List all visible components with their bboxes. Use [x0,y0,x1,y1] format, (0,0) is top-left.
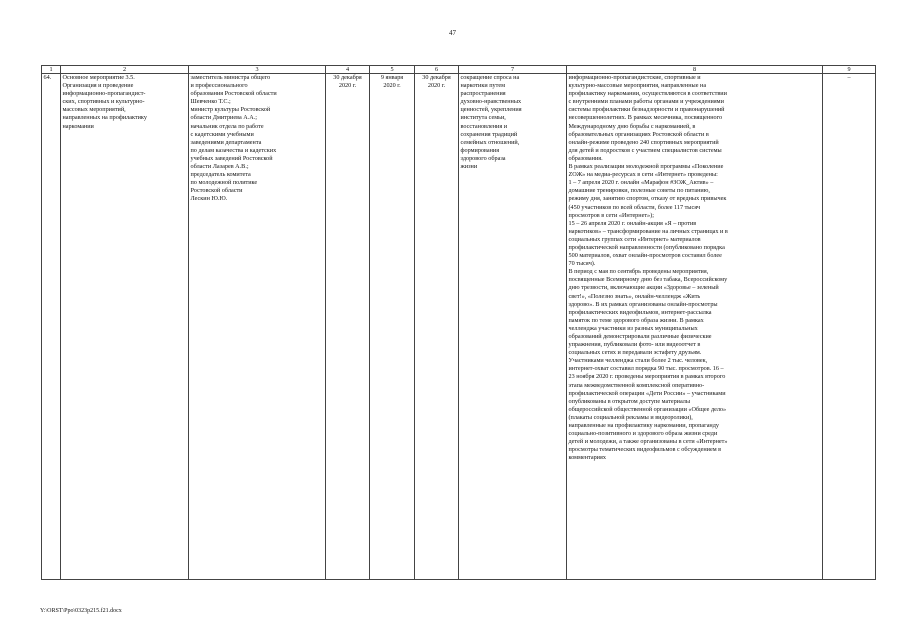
column-header-5: 5 [370,66,415,74]
page-number: 47 [449,29,456,37]
responsible-cell: заместитель министра общего и профессионального образования Ростовской области Шевченко Т.С.; министр культуры Ростовской области Дмитриева А.А.; начальник отдела по работе с кадетскими учебными заведениями департамента по делам казачества и кадетских учебных заведений Ростовской области Лазарев А.В.; председатель комитета по молодежной политике Ростовской области Лескин Ю.Ю. [189,74,326,580]
column-header-6: 6 [415,66,459,74]
column-header-4: 4 [326,66,370,74]
report-cell: информационно-пропагандистские, спортивные и культурно-массовые мероприятия, направленные на профилактику наркомании, осуществляются в соответствии с внутренними планами работы органами и учреждениями системы профилактики безнадзорности и правонарушений несовершеннолетних. В рамках месячника, посвященного Международному дню борьбы с наркоманией, в образовательных организациях Ростовской области в онлайн-режиме проведено 240 спортивных мероприятий для детей и подростков с участием специалистов системы образования. В рамках реализации молодежной программы «Поколение ZОЖ» на медиа-ресурсах в сети «Интернет» проведены: 1 – 7 апреля 2020 г. онлайн «Марафон #ЗОЖ_Актив» – домашние тренировки, полезные советы по питанию, режиму дня, занятию спортом, отказу от вредных привычек (450 участников по всей области, более 117 тысяч просмотров в сети «Интернет»); 15 – 26 апреля 2020 г. онлайн-акция «Я – против наркотиков» – трансформирование на личных страницах и в социальных группах сети «Интернет» материалов профилактической направленности (опубликовано порядка 500 материалов, охват онлайн-просмотров составил более 70 тысяч). В период с мая по сентябрь проведены мероприятия, посвященные Всемирному дню без табака, Всероссийскому дню трезвости, включающие акции «Здоровье – зеленый свет!», «Полезно знать», онлайн-челлендж «Жить здорово». В их рамках организованы онлайн-просмотры профилактических видеофильмов, интернет-рассылка памяток по теме здорового образа жизни. В рамках челленджа участники из разных муниципальных образований демонстрировали различные физические упражнения, публиковали фото- или видеоотчет в социальных сетях и передавали эстафету друзьям. Участниками челленджа стали более 2 тыс. человек, интернет-охват составил порядка 90 тыс. просмотров. 16 – 23 ноября 2020 г. проведены мероприятия в рамках второго этапа межведомственной комплексной оперативно- профилактической операции «Дети России» – участниками опубликованы в открытом доступе материалы общероссийской общественной организации «Общее дело» (плакаты социальной рекламы и видеоролики), направленные на профилактику наркомании, пропаганду социально-позитивного и здорового образа жизни среди детей и молодежи, а также организованы в сети «Интернет» просмотры тематических видеофильмов с обсуждением в комментариях [567,74,823,580]
file-path-footer: Y:\ORST\Ppo\0323p215.f21.docx [40,608,122,614]
start-date-cell: 9 января 2020 г. [370,74,415,580]
measure-name-cell: Основное мероприятие 3.5. Организация и проведение информационно-пропагандист- ских, спортивных и культурно- массовых мероприятий, направленных на профилактику наркомании [61,74,189,580]
table-row [42,74,876,580]
column-header-9: 9 [823,66,876,74]
end-date-cell: 30 декабря 2020 г. [415,74,459,580]
column-header-3: 3 [189,66,326,74]
column-header-2: 2 [61,66,189,74]
row-number-cell: 64. [42,74,61,580]
column-header-7: 7 [459,66,567,74]
planned-date-cell: 30 декабря 2020 г. [326,74,370,580]
note-cell: – [823,74,876,580]
header-row [42,66,876,74]
expected-result-cell: сокращение спроса на наркотики путем распространения духовно-нравственных ценностей, укрепления института семьи, восстановления и сохранения традиций семейных отношений, формирования здорового образа жизни [459,74,567,580]
report-table [41,65,876,580]
column-header-1: 1 [42,66,61,74]
column-header-8: 8 [567,66,823,74]
